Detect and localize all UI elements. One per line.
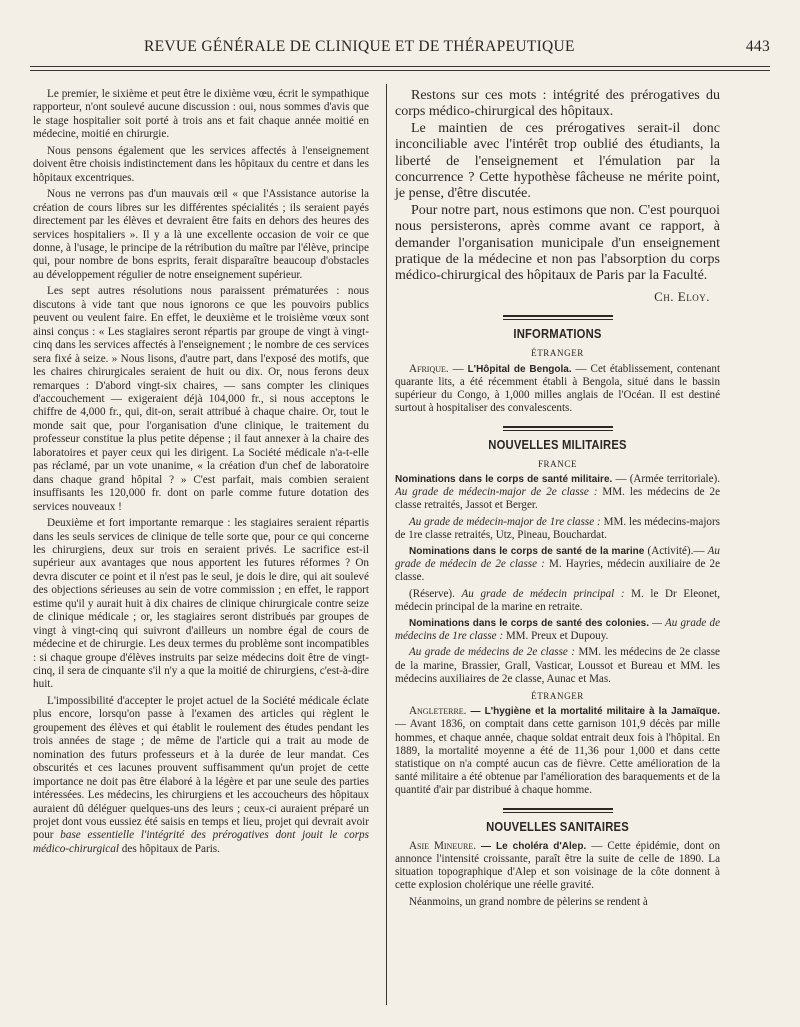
section-rule-thin <box>503 812 613 813</box>
news-text: (Activité).— <box>647 544 705 557</box>
section-rule <box>503 808 613 810</box>
news-item <box>395 617 720 643</box>
news-item <box>395 473 720 513</box>
section-rule-thin <box>503 319 613 320</box>
paragraph <box>33 695 369 856</box>
news-lead: — Le choléra d'Alep. <box>481 840 587 852</box>
subheading: ÉTRANGER <box>531 690 584 701</box>
news-place: Angleterre. <box>409 705 467 718</box>
news-italic: Au grade de médecin principal : <box>461 587 625 600</box>
news-place: Asie Mineure. <box>409 839 476 852</box>
news-text: Cet établissement, contenant quarante lits, a été récemment établi à Bengola, situé dans le bassin supérieur du Congo, à 1,000 milles anglais de l'Océan. Il est destiné surtout à hospitaliser des convalescents. <box>395 362 721 415</box>
news-text: — (Armée territoriale). <box>615 472 720 485</box>
paragraph: Deuxième et fort importante remarque : les stagiaires seraient répartis dans les seuls services de clinique de telle sorte que, pour ce qui concerne les chirurgiens, deux sur trois en seraient privés. Le sacrifice est-il supérieur aux avantages que nous apportent les futures réformes ? On devra discuter ce point et il n'est pas le seul, je dois le dire, qui ait soulevé des objections sérieuses au sein de votre commission ; en effet, le rapport estime qu'il y aurait huit à dix chaires de clinique chirurgicale contre seize de clinique médicale ; or, les stagiaires seront distribués par groupes de vingt à vingt-cinq qui suivront d'ailleurs un nombre égal de cours de médecine et de chirurgie. Les deux termes du problème sont incompatibles : si chaque groupe d'élèves instruits par seize médecins doit être de vingt-cinq, il sera de cinquante s'il n'y a que la moitié de chirurgiens, c'est-à-dire huit. <box>33 517 369 691</box>
header-rule-thin <box>30 70 770 71</box>
left-column <box>33 88 369 859</box>
section-informations <box>395 315 720 341</box>
subheading: FRANCE <box>537 458 578 469</box>
news-italic: Au grade de médecins de 2e classe : <box>409 646 575 659</box>
section-rule <box>503 426 613 428</box>
news-lead: L'Hôpital de Bengola. <box>467 363 572 375</box>
section-heading: INFORMATIONS <box>513 327 602 342</box>
paragraph: Les sept autres résolutions nous paraissent prématurées : nous discutons à vide tant que nous ignorons ce que les pouvoirs publics peuvent ou veulent faire. En effet, le deuxième et le troisième vœux sont ainsi conçus : « Les stagiaires seront répartis par groupe de vingt à vingt-cinq dans les services affectés à l'enseignement ; le nombre de ces services sera fixé à seize. » Nous lisons, d'autre part, dans l'exposé des motifs, que les chaires chirurgicales seraient de huit ou dix. Or, nous ferons deux remarques : D'abord vingt-six chaires, — sans compter les cliniques d'accouchement — exigeraient déjà 104,000 fr., si nous acceptons le chiffre de 4,000 fr., qui, dit-on, serait attribué à chaque chaire. Or, tout le monde sait que, pour l'organisation d'une clinique, le traitement du professeur constitue la plus petite dépense ; il faut annexer à la chaire des laboratoires et payer ceux qui les dirigent. La Société médicale n'a-t-elle pas réclamé, par un vote unanime, « la création d'un chef de laboratoire dans chaque grand hôpital ? » C'est parfait, mais combien seraient insuffisants les 120,000 fr. dont on parle comme future dotation des services nouveaux ! <box>33 285 369 513</box>
right-column <box>395 88 720 912</box>
section-sanitaires <box>395 808 720 834</box>
news-text: MM. Preux et Dupouy. <box>505 630 609 643</box>
news-text: MM. les médecins-majors de 1re classe retraités, Utz, Pineau, Bouchardat. <box>395 515 720 541</box>
news-text: MM. les médecins de 2e classe retraités, Jassot et Berger. <box>395 486 720 512</box>
news-item <box>395 588 720 614</box>
news-item <box>395 705 720 797</box>
paragraph-text: L'impossibilité d'accepter le projet actuel de la Société médicale éclate plus encore, lorsqu'on passe à l'examen des articles qui règlent le groupement des élèves et qui établit le roulement des études pendant les trois années de stage ; de même de l'article qui a trait au mode de nomination des futurs professeurs et à la durée de leur mandat. Ces obscurités et ces lacunes prouvent suffisamment qu'un projet de cette importance ne doit pas être élaboré à la légère et par une seule des parties intéressées. Les médecins, les chirurgiens et les accoucheurs des hôpitaux auraient dû déléguer quelques-uns des leurs ; ceux-ci auraient préparé un projet dont vous eussiez été saisis en temps et lieu, projet qui devrait avoir pour <box>33 694 369 842</box>
news-lead: Nominations dans le corps de santé militaire. <box>395 473 613 485</box>
news-lead: Nominations dans le corps de santé de la marine <box>409 545 645 557</box>
news-item <box>395 545 720 585</box>
running-header <box>30 34 770 60</box>
news-text: MM. les médecins de 2e classe de la marine, Brassier, Grall, Vasticar, Loussot et Bureau et MM. les médecins auxiliaires de 2e classe, Aunac et Mas. <box>395 646 720 685</box>
news-lead: Nominations dans le corps de santé des colonies. <box>409 617 649 629</box>
news-italic: Au grade de médecin-major de 2e classe : <box>395 486 598 499</box>
news-place: Afrique. <box>409 362 449 375</box>
news-italic: Au grade de médecin de 2e classe : <box>395 544 720 571</box>
conclusion-block <box>395 88 720 305</box>
italic-quote: base essentielle l'intégrité des prérogatives dont jouit le corps médico-chirurgical <box>33 829 369 855</box>
paragraph: Restons sur ces mots : intégrité des prérogatives du corps médico-chirurgical des hôpitaux. <box>395 88 720 120</box>
paragraph: Le premier, le sixième et peut être le dixième vœu, écrit le sympathique rapporteur, n'ont soulevé aucune discussion : oui, nous sommes d'avis que le stage hospitalier soit porté à trois ans et fait chaque année moitié en médecine, moitié en chirurgie. <box>33 88 369 141</box>
paragraph: Nous ne verrons pas d'un mauvais œil « que l'Assistance autorise la création de cours libres sur les différentes spécialités ; ils seraient payés directement par les élèves et devraient être faits en dehors des heures des services hospitaliers ». Il y a là une excellente occasion de voir ce que donne, à l'usage, le principe de la rétribution du maître par l'élève, principe qui, pour nombre de bons esprits, ferait disparaître beaucoup d'obstacles au développement régulier de notre enseignement supérieur. <box>33 188 369 281</box>
section-heading: NOUVELLES SANITAIRES <box>486 819 629 834</box>
author-signature: Ch. Eloy. <box>654 288 710 304</box>
news-item <box>395 646 720 686</box>
paragraph-tail: des hôpitaux de Paris. <box>121 842 220 855</box>
news-text: M. le Dr Eleonet, médecin principal de la marine en retraite. <box>395 587 720 613</box>
page-number: 443 <box>745 38 770 55</box>
news-text: — Cette épidémie, dont on annonce l'intensité croissante, paraît être la suite de celle de 1890. La situation topographique d'Alep et son voisinage de la côte donnent à cette explosion cholérique une réelle gravité. <box>395 839 720 892</box>
news-item: Afrique. — L'Hôpital de Bengola. — Cet établissement, contenant quarante lits, a été récemment établi à Bengola, situé dans le bassin supérieur du Congo, à 1,000 milles anglais de l'Océan. Il est destiné surtout à hospitaliser des convalescents. <box>395 362 721 415</box>
section-militaires <box>395 426 720 452</box>
column-divider <box>386 84 387 1005</box>
news-lead: — L'hygiène et la mortalité militaire à la Jamaïque. <box>470 706 720 718</box>
section-rule-thin <box>503 430 613 431</box>
news-item <box>395 516 720 542</box>
news-text: — Avant 1836, on comptait dans cette garnison 101,9 décès par mille hommes, et chaque année, chaque soldat entrait deux fois à l'hôpital. En 1889, la mortalité moyenne a été de 11,36 pour 1,000 et dans cette statistique on n'a compté aucun cas de fièvre. Cette amélioration de la santé militaire a été obtenue par l'amélioration des baraquements et de la quantité d'air par distribué à chaque homme. <box>395 718 720 797</box>
paragraph: Pour notre part, nous estimons que non. C'est pourquoi nous persisterons, après comme avant ce rapport, à demander l'organisation municipale d'un enseignement pratique de la médecine et non pas l'absorption du corps médico-chirurgical des hôpitaux de Paris par la Faculté. <box>395 202 720 284</box>
news-text: (Réserve). <box>409 587 455 600</box>
section-rule <box>503 315 613 317</box>
news-italic: Au grade de médecin-major de 1re classe : <box>409 515 601 528</box>
paragraph: Nous pensons également que les services affectés à l'enseignement doivent être choisis indistinctement dans les hôpitaux du centre et dans les hôpitaux excentriques. <box>33 144 369 184</box>
section-heading: NOUVELLES MILITAIRES <box>488 437 627 452</box>
header-rule <box>30 66 770 67</box>
news-item: Néanmoins, un grand nombre de pèlerins se rendent à <box>409 895 648 908</box>
paragraph: Le maintien de ces prérogatives serait-il donc inconciliable avec l'intérêt trop oublié des étudiants, la liberté de l'enseignement et l'émulation par la concurrence ? Cette hypothèse fâcheuse ne mérite point, je pense, d'être discutée. <box>395 120 720 202</box>
news-text: M. Hayries, médecin auxiliaire de 2e classe. <box>395 558 721 584</box>
subheading: ÉTRANGER <box>531 348 584 359</box>
news-italic: — Au grade de médecins de 1re classe : <box>395 616 720 643</box>
news-item <box>395 840 720 893</box>
journal-title: REVUE GÉNÉRALE DE CLINIQUE ET DE THÉRAPEUTIQUE <box>144 38 575 55</box>
